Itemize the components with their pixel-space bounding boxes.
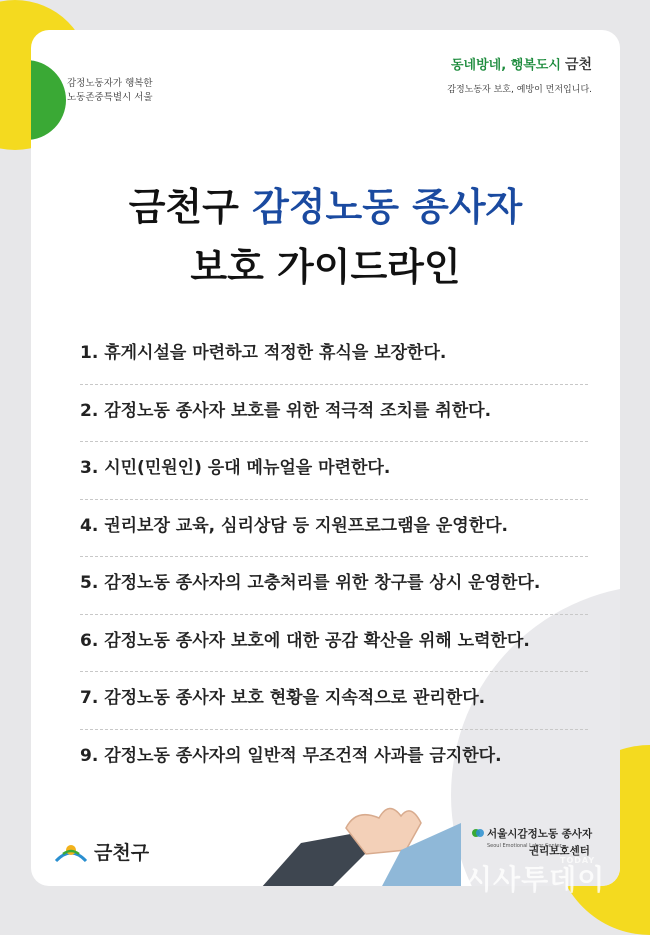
rights-center-logo [471, 826, 592, 858]
poster-card [31, 30, 620, 886]
watermark: 시사투데이 [465, 863, 606, 896]
handshake-illustration [261, 788, 461, 886]
guideline-item: 5. 감정노동 종사자의 고충처리를 위한 창구를 상시 운영한다. [80, 557, 588, 615]
slogan-line-1: 감정노동자가 행복한 [67, 78, 153, 89]
center-name-line-1: 서울시감정노동 종사자 [487, 828, 593, 840]
page-title-line-1 [31, 176, 620, 231]
center-name-line-2: 권리보호센터 [529, 845, 590, 857]
district-logo-text: 금천구 [94, 842, 150, 864]
slogan-line-2: 노동존중특별시 서울 [67, 92, 153, 103]
district-logo [54, 838, 149, 865]
guideline-item: 3. 시민(민원인) 응대 메뉴얼을 마련한다. [80, 442, 588, 500]
guideline-item: 7. 감정노동 종사자 보호 현황을 지속적으로 관리한다. [80, 672, 588, 730]
watermark-english: TODAY [560, 856, 596, 865]
brand-subtitle: 감정노동자 보호, 예방이 먼저입니다. [447, 85, 592, 95]
guideline-item: 6. 감정노동 종사자 보호에 대한 공감 확산을 위해 노력한다. [80, 615, 588, 673]
brand-city: 금천 [564, 57, 592, 73]
title-accent: 감정노동 종사자 [252, 185, 523, 229]
slogan [67, 77, 153, 105]
title-part-1: 금천구 [128, 185, 253, 229]
center-name-english: Seoul Emotional Labor Center [487, 843, 562, 849]
brand-slogan: 동네방네, 행복도시 [451, 58, 561, 73]
guideline-item: 1. 휴게시설을 마련하고 적정한 휴식을 보장한다. [80, 327, 588, 385]
center-logo-icon [471, 826, 485, 840]
guideline-list [80, 327, 588, 787]
page-title-line-2: 보호 가이드라인 [190, 245, 461, 289]
brand-title [447, 54, 592, 74]
brand-logo [447, 54, 592, 95]
guideline-item: 2. 감정노동 종사자 보호를 위한 적극적 조치를 취한다. [80, 385, 588, 443]
green-circle-decoration [31, 60, 66, 140]
guideline-item: 9. 감정노동 종사자의 일반적 무조건적 사과를 금지한다. [80, 745, 502, 766]
gumcheon-logo-icon [54, 841, 88, 863]
guideline-item: 4. 권리보장 교육, 심리상담 등 지원프로그램을 운영한다. [80, 500, 588, 558]
